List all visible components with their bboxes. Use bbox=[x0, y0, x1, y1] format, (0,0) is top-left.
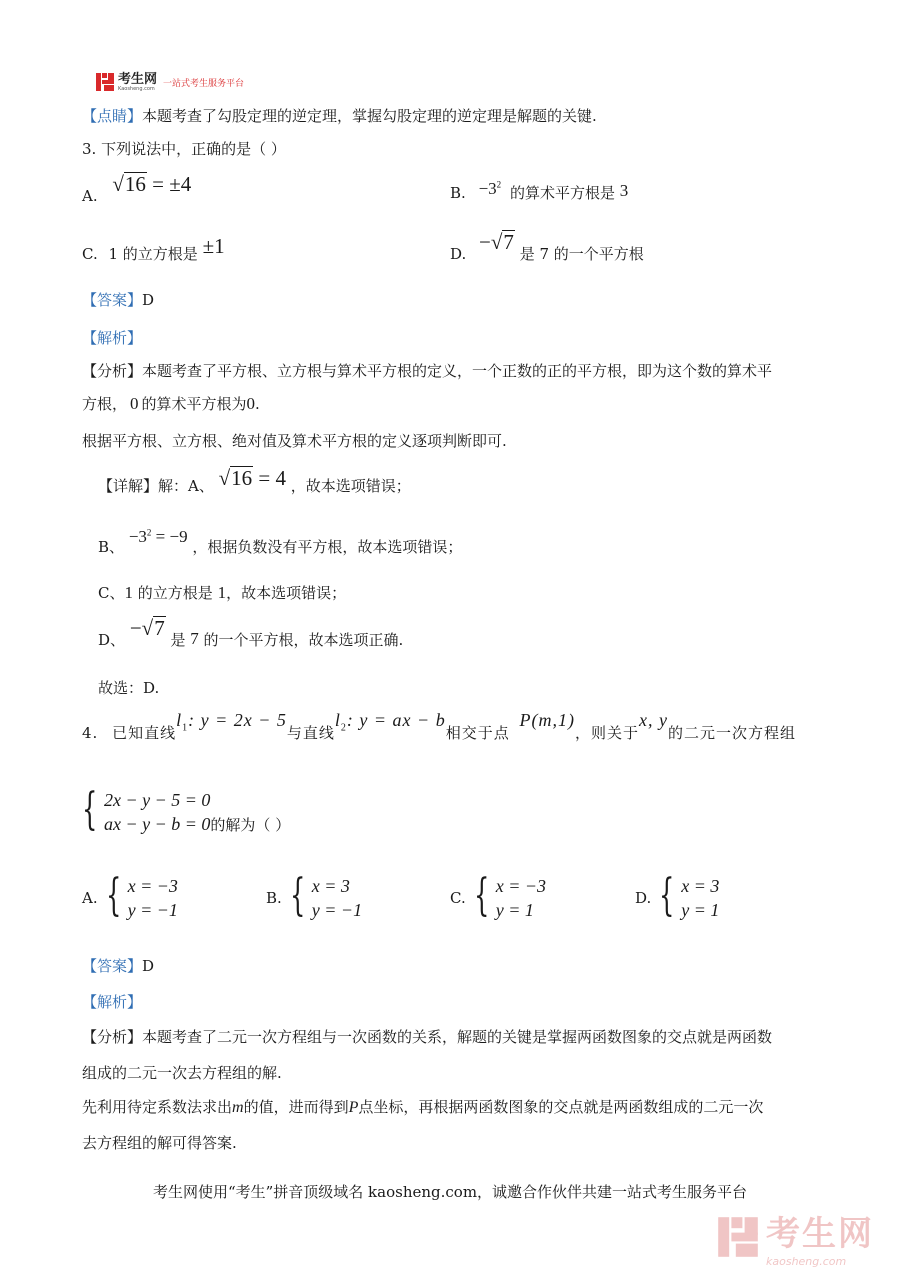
q3-option-a-radicand: 16 bbox=[124, 172, 146, 196]
q4-option-brace: { bbox=[659, 870, 675, 921]
q3-option-c-label: C. bbox=[82, 245, 98, 263]
q3-fenxi-2c: 的算术平方根为 bbox=[141, 395, 247, 413]
q3-detail-a-sqrt: √16 bbox=[218, 466, 253, 490]
q4-plan-1a: 先利用待定系数法求出 bbox=[82, 1098, 233, 1116]
q3-option-b-exp: 2 bbox=[496, 179, 502, 190]
q4-stem bbox=[82, 710, 796, 742]
logo-sub: Kaosheng.com bbox=[118, 85, 155, 92]
q4-system bbox=[82, 784, 291, 837]
q4-l1-letter: l bbox=[176, 710, 183, 730]
q3-option-c-val: ±1 bbox=[202, 234, 225, 258]
q3-answer bbox=[82, 289, 154, 310]
q3-basis: 根据平方根、立方根、绝对值及算术平方根的定义逐项判断即可. bbox=[82, 432, 507, 450]
note-line bbox=[82, 105, 597, 126]
q4-option-brace: { bbox=[289, 870, 306, 921]
q3-detail-b2: ，根据负数没有平方根，故本选项错误； bbox=[192, 538, 463, 556]
q3-fenxi-2 bbox=[82, 393, 260, 414]
q3-answer-value: D bbox=[142, 291, 155, 309]
q3-fenxi-2a: 方根， bbox=[82, 395, 128, 413]
q4-s5: 的二元一次方程组 bbox=[667, 724, 796, 742]
q3-fenxi-1 bbox=[82, 360, 772, 381]
logo-icon bbox=[95, 72, 115, 92]
q3-option-d-sqrt: √7 bbox=[490, 230, 514, 254]
q3-detail-a2: = 4 bbox=[258, 466, 287, 490]
q3-detail-d3: 7 bbox=[190, 629, 199, 648]
q3-option-b-base: −3 bbox=[478, 179, 497, 198]
q3-option-b-label: B. bbox=[450, 184, 466, 202]
q4-option-r1: x = 3 bbox=[311, 876, 350, 896]
q3-fenxi-2e: . bbox=[255, 395, 260, 413]
q3-option-a-sqrt: √16 bbox=[112, 172, 146, 196]
q4-option-brace: { bbox=[473, 870, 490, 921]
q3-detail-d-radicand: 7 bbox=[154, 616, 165, 640]
q4-num: 4. bbox=[82, 724, 99, 742]
q3-fenxi-text-1: 本题考查了平方根、立方根与算术平方根的定义，一个正数的正的平方根，即为这个数的算术平 bbox=[142, 362, 773, 380]
q4-s4: ，则关于 bbox=[574, 724, 639, 742]
q4-option-r2: y = −1 bbox=[127, 900, 178, 920]
header-logo bbox=[95, 72, 244, 92]
q4-option-r2: y = 1 bbox=[495, 900, 534, 920]
q3-option-c-text: 1 的立方根是 bbox=[108, 245, 198, 263]
q4-option-label: C. bbox=[450, 889, 466, 907]
q3-detail-a-radicand: 16 bbox=[231, 466, 253, 490]
q4-option-label: A. bbox=[82, 889, 98, 907]
q3-detail-c1: C、 bbox=[98, 584, 125, 602]
q4-option-r2: y = 1 bbox=[681, 900, 720, 920]
q3-option-a bbox=[82, 172, 192, 205]
q3-detail-d-sqrt: √7 bbox=[141, 616, 165, 640]
watermark-text: 考生网 bbox=[766, 1214, 874, 1254]
q4-option bbox=[266, 870, 363, 922]
q4-option-label: D. bbox=[635, 889, 652, 907]
q4-plan-m: m bbox=[232, 1099, 244, 1116]
q4-option-r2: y = −1 bbox=[311, 900, 363, 920]
q4-fenxi-tag: 【分析】 bbox=[82, 1028, 143, 1046]
q4-option-r1: x = −3 bbox=[495, 876, 547, 896]
q4-plan-1b: 的值，进而得到 bbox=[243, 1098, 349, 1116]
q3-option-a-rest: = ±4 bbox=[152, 172, 192, 196]
q3-detail-b-rest: = −9 bbox=[155, 527, 188, 546]
q3-option-b-text: 的算术平方根是 bbox=[509, 184, 615, 202]
q3-detail-d bbox=[98, 616, 404, 649]
q4-system-row-1: 2x − y − 5 = 0 bbox=[104, 790, 211, 810]
q4-analysis-tag: 【解析】 bbox=[82, 993, 143, 1011]
q3-fenxi-2b: 0 bbox=[130, 394, 139, 413]
q4-option bbox=[450, 870, 547, 922]
q4-plan-p: P bbox=[348, 1099, 359, 1116]
q3-detail-c2: 1 bbox=[124, 583, 133, 602]
q4-s1: 已知直线 bbox=[112, 724, 177, 742]
q4-l2-letter: l bbox=[334, 710, 341, 730]
q4-plan-2: 去方程组的解可得答案. bbox=[82, 1134, 237, 1152]
q3-detail-d2: 是 bbox=[170, 631, 186, 649]
q4-point: P(m,1) bbox=[519, 710, 575, 730]
q4-s2: 与直线 bbox=[286, 724, 335, 742]
q3-detail-d4: 的一个平方根，故本选项正确. bbox=[203, 631, 404, 649]
q3-detail-b-exp: 2 bbox=[146, 527, 152, 538]
q3-option-b-expr bbox=[479, 179, 502, 198]
note-text: 本题考查了勾股定理的逆定理，掌握勾股定理的逆定理是解题的关键. bbox=[142, 107, 597, 125]
q4-fenxi-text-1: 本题考查了二元一次方程组与一次函数的关系，解题的关键是掌握两函数图象的交点就是两函数 bbox=[142, 1028, 773, 1046]
q4-l1-eq: : y = 2x − 5 bbox=[188, 710, 287, 730]
q4-s3: 相交于点 bbox=[445, 724, 510, 742]
q3-detail-a bbox=[98, 466, 411, 495]
q3-option-c bbox=[82, 234, 225, 263]
q4-option-r1: x = 3 bbox=[681, 876, 720, 896]
q3-stem: 3. 下列说法中，正确的是（ ） bbox=[82, 140, 286, 158]
q4-l1-sub: 1 bbox=[182, 722, 189, 734]
q3-choose: 故选：D. bbox=[98, 679, 160, 697]
watermark bbox=[716, 1206, 874, 1268]
q3-fenxi-tag: 【分析】 bbox=[82, 362, 143, 380]
logo-slogan: 一站式考生服务平台 bbox=[163, 78, 245, 89]
q3-detail-c3: 的立方根是 bbox=[137, 584, 213, 602]
q3-option-d-minus: − bbox=[479, 230, 491, 254]
q4-vars: x, y bbox=[638, 710, 668, 730]
q3-detail-c4: 1 bbox=[217, 583, 227, 602]
q4-l2-sub: 2 bbox=[340, 722, 347, 734]
logo-text: 考生网 bbox=[118, 71, 158, 87]
watermark-logo-icon bbox=[716, 1215, 760, 1259]
q4-l2 bbox=[334, 710, 347, 734]
q4-option bbox=[82, 870, 178, 922]
q3-option-a-label: A. bbox=[82, 187, 98, 205]
q3-detail-b bbox=[98, 526, 463, 556]
q3-detail-b-expr bbox=[129, 527, 188, 546]
q3-detail-a1: 解：A、 bbox=[158, 477, 214, 495]
q4-answer-tag: 【答案】 bbox=[82, 957, 143, 975]
q4-option-r1: x = −3 bbox=[127, 876, 178, 896]
q3-option-b-val: 3 bbox=[619, 181, 629, 200]
q3-option-d-text: 是 7 的一个平方根 bbox=[519, 245, 644, 263]
q4-l2-eq: : y = ax − b bbox=[346, 710, 446, 730]
q3-detail-d1: D、 bbox=[98, 631, 126, 649]
q3-option-b bbox=[450, 178, 629, 202]
q4-l1 bbox=[176, 710, 189, 734]
q4-fenxi-1 bbox=[82, 1026, 772, 1047]
q4-plan-1 bbox=[82, 1096, 763, 1117]
q3-analysis-tag: 【解析】 bbox=[82, 329, 143, 347]
footer-text: 考生网使用“考生”拼音顶级域名 kaosheng.com，诚邀合作伙伴共建一站式考生服务平台 bbox=[152, 1183, 748, 1201]
q4-fenxi-2: 组成的二元一次去方程组的解. bbox=[82, 1064, 282, 1082]
q3-option-d-radicand: 7 bbox=[503, 230, 514, 254]
q3-option-d-label: D. bbox=[450, 245, 467, 263]
q4-system-tail: 的解为（ ） bbox=[210, 816, 291, 834]
q3-detail-a3: ，故本选项错误； bbox=[290, 477, 411, 495]
q3-fenxi-2d: 0 bbox=[246, 394, 256, 413]
q4-answer bbox=[82, 955, 154, 976]
q3-option-d bbox=[450, 230, 644, 263]
note-tag: 【点睛】 bbox=[82, 107, 143, 125]
watermark-sub: kaosheng.com bbox=[766, 1255, 847, 1268]
q4-option-label: B. bbox=[266, 889, 282, 907]
q3-detail-b-base: −3 bbox=[128, 527, 147, 546]
q4-option-brace: { bbox=[105, 870, 122, 921]
q4-option bbox=[635, 870, 720, 922]
q3-detail-c5: ，故本选项错误； bbox=[226, 584, 347, 602]
q4-plan-1c: 点坐标，再根据两函数图象的交点就是两函数组成的二元一次 bbox=[358, 1098, 764, 1116]
q3-detail-c bbox=[98, 582, 346, 603]
q4-system-row-2: ax − y − b = 0 bbox=[104, 814, 211, 834]
q4-system-brace: { bbox=[82, 784, 98, 835]
q3-detail-b1: B、 bbox=[98, 538, 125, 556]
q3-detail-tag: 【详解】 bbox=[98, 477, 159, 495]
q4-answer-value: D bbox=[142, 957, 155, 975]
q3-detail-d-minus: − bbox=[129, 616, 142, 640]
q3-answer-tag: 【答案】 bbox=[82, 291, 143, 309]
